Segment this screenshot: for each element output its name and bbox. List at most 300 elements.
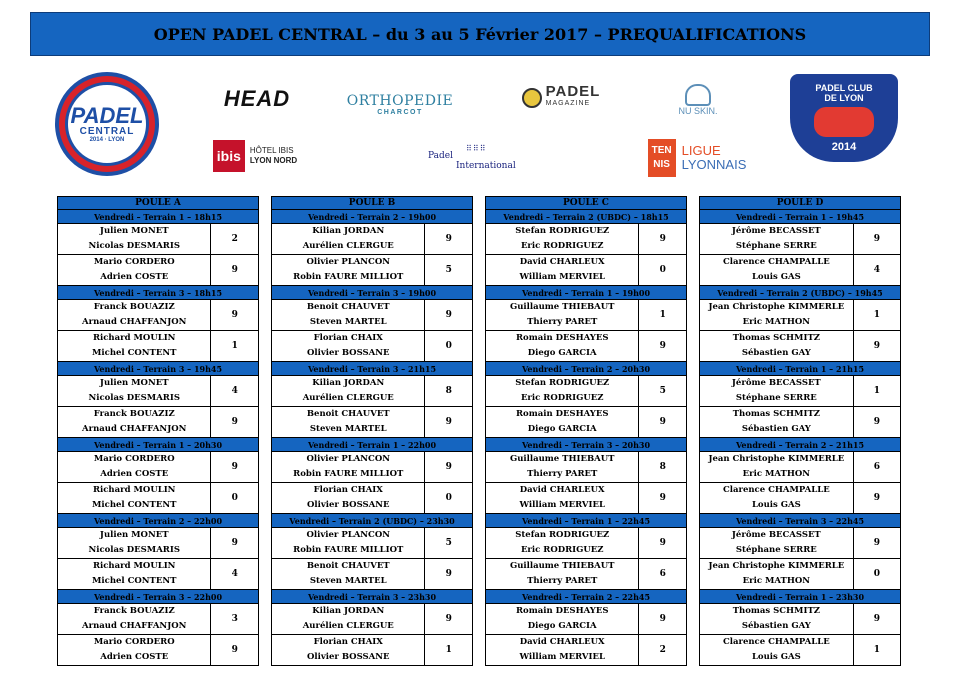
player-2: Nicolas DESMARIS [88,545,180,555]
padel-club-lyon-logo-line2: DE LYON [824,93,864,103]
match-score: 2 [639,635,687,666]
match-players [486,528,639,559]
match-players [272,483,425,514]
match-row [486,300,687,331]
player-1: Jean Christophe KIMMERLE [708,302,845,312]
match-row [486,224,687,255]
match-players [272,255,425,286]
match-score: 6 [639,559,687,590]
tennis-mark [648,139,676,177]
padel-club-lyon-logo-line1: PADEL CLUB [815,83,873,93]
match-row [486,376,687,407]
match-score: 9 [211,635,259,666]
player-1: Romain DESHAYES [515,409,609,419]
match-row [272,528,473,559]
match-score: 9 [211,452,259,483]
match-players [58,559,211,590]
player-2: Thierry PARET [527,317,598,327]
ibis-logo [205,139,305,173]
player-1: Julien MONET [99,378,169,388]
player-2: Michel CONTENT [92,500,177,510]
player-1: Thomas SCHMITZ [732,409,820,419]
player-1: Franck BOUAZIZ [93,302,175,312]
match-score: 6 [853,452,900,483]
nu-skin-logo-text: NU SKIN. [678,106,718,116]
match-players [700,255,854,286]
player-1: Olivier PLANCON [306,530,391,540]
padel-central-logo-line2: CENTRAL [79,125,135,137]
orthopedie-logo [345,84,455,124]
padel-racket-icon [814,107,874,137]
match-row [486,331,687,362]
match-score: 9 [211,300,259,331]
session-header: Vendredi – Terrain 3 – 20h30 [486,438,687,452]
nu-skin-logo [670,80,726,120]
player-2: Nicolas DESMARIS [88,393,180,403]
player-1: Florian CHAIX [313,333,383,343]
player-2: Diego GARCIA [527,621,597,631]
player-2: Eric RODRIGUEZ [520,241,604,251]
player-2: Adrien COSTE [100,272,169,282]
match-players [272,300,425,331]
player-2: Louis GAS [751,500,801,510]
player-1: David CHARLEUX [519,637,605,647]
title-banner [30,12,930,56]
match-row [700,300,901,331]
player-2: Stéphane SERRE [735,241,817,251]
match-row [58,407,259,438]
match-row [58,255,259,286]
match-score: 9 [425,604,473,635]
player-2: William MERVIEL [519,272,605,282]
player-1: Clarence CHAMPALLE [722,257,830,267]
player-2: Olivier BOSSANE [306,348,390,358]
match-score: 9 [853,528,900,559]
match-row [700,483,901,514]
orthopedie-logo-line1: ORTHOPEDIE [346,92,454,109]
match-score: 1 [211,331,259,362]
match-row [58,300,259,331]
match-score: 9 [853,331,900,362]
player-1: Jean Christophe KIMMERLE [708,561,845,571]
match-score: 0 [853,559,900,590]
match-score: 8 [425,376,473,407]
match-row [486,635,687,666]
match-row [700,635,901,666]
match-players [272,635,425,666]
session-header: Vendredi – Terrain 3 – 22h00 [58,590,259,604]
player-1: Jérôme BECASSET [731,226,821,236]
session-header: Vendredi – Terrain 1 – 22h00 [272,438,473,452]
padel-international-logo-line1: Padel [428,151,453,161]
player-1: Mario CORDERO [93,257,175,267]
match-players [486,483,639,514]
match-players [58,635,211,666]
session-header: Vendredi – Terrain 3 – 21h15 [272,362,473,376]
padel-club-lyon-logo-year: 2014 [831,141,857,153]
match-row [272,635,473,666]
player-1: Guillaume THIEBAUT [509,561,615,571]
match-players [58,483,211,514]
player-2: Arnaud CHAFFANJON [82,317,187,327]
match-players [700,528,854,559]
player-2: Olivier BOSSANE [306,652,390,662]
player-1: Stefan RODRIGUEZ [515,378,610,388]
match-score: 9 [425,407,473,438]
match-row [272,300,473,331]
match-players [58,528,211,559]
padel-central-logo [55,72,159,176]
match-row [700,331,901,362]
match-row [272,255,473,286]
head-logo-text: HEAD [223,86,291,111]
tennis-mark-line2: NIS [653,159,670,170]
player-2: Eric MATHON [742,469,811,479]
match-players [58,407,211,438]
player-1: Romain DESHAYES [515,606,609,616]
match-row [272,604,473,635]
player-2: Aurélien CLERGUE [302,621,394,631]
match-players [486,224,639,255]
match-players [272,224,425,255]
match-score: 4 [211,376,259,407]
match-row [486,559,687,590]
padel-central-logo-inner [65,82,149,166]
match-row [272,407,473,438]
player-1: Clarence CHAMPALLE [722,637,830,647]
match-score: 9 [211,407,259,438]
ibis-logo-line1: HÔTEL IBIS [249,146,294,155]
tennis-mark-line1: TEN [651,145,672,156]
player-1: Guillaume THIEBAUT [509,302,615,312]
player-1: Benoit CHAUVET [306,561,390,571]
player-2: Eric MATHON [742,317,811,327]
player-2: Sébastien GAY [741,348,811,358]
player-2: William MERVIEL [519,652,605,662]
match-score: 9 [639,604,687,635]
session-header: Vendredi – Terrain 1 – 21h15 [700,362,901,376]
match-players [272,528,425,559]
session-header: Vendredi – Terrain 1 – 23h30 [700,590,901,604]
session-header: Vendredi – Terrain 1 – 19h00 [486,286,687,300]
match-players [700,376,854,407]
session-header: Vendredi – Terrain 2 – 19h00 [272,210,473,224]
match-row [58,376,259,407]
match-players [58,376,211,407]
session-header: Vendredi – Terrain 2 (UBDC) – 19h45 [700,286,901,300]
match-players [272,559,425,590]
session-header: Vendredi – Terrain 2 – 22h45 [486,590,687,604]
player-2: Louis GAS [751,652,801,662]
player-2: Adrien COSTE [100,652,169,662]
player-2: Eric RODRIGUEZ [520,545,604,555]
player-2: Michel CONTENT [92,576,177,586]
player-1: Olivier PLANCON [306,257,391,267]
player-1: Mario CORDERO [93,454,175,464]
match-score: 9 [853,483,900,514]
match-score: 1 [853,376,900,407]
player-2: Arnaud CHAFFANJON [82,621,187,631]
player-1: Kilian JORDAN [312,378,385,388]
match-score: 5 [425,528,473,559]
player-2: Adrien COSTE [100,469,169,479]
player-2: Diego GARCIA [527,424,597,434]
player-2: Robin FAURE MILLIOT [293,272,404,282]
session-header: Vendredi – Terrain 2 (UBDC) – 18h15 [486,210,687,224]
match-score: 4 [211,559,259,590]
match-players [700,635,854,666]
player-2: William MERVIEL [519,500,605,510]
match-players [272,452,425,483]
match-score: 1 [853,300,900,331]
match-players [700,224,854,255]
ligue-logo-line1: LIGUE [681,143,721,158]
match-score: 9 [639,224,687,255]
match-row [58,483,259,514]
player-1: Richard MOULIN [92,333,176,343]
padel-magazine-logo-line1: PADEL [545,83,601,100]
match-row [58,224,259,255]
match-score: 9 [853,407,900,438]
match-row [486,255,687,286]
player-1: Julien MONET [99,530,169,540]
match-players [486,255,639,286]
session-header: Vendredi – Terrain 2 – 21h15 [700,438,901,452]
session-header: Vendredi – Terrain 3 – 22h45 [700,514,901,528]
poule-title: POULE A [58,197,259,210]
match-score: 0 [425,483,473,514]
match-players [486,559,639,590]
session-header: Vendredi – Terrain 2 – 22h00 [58,514,259,528]
match-row [272,483,473,514]
padel-international-logo-line2: International [456,161,516,171]
poule-title: POULE D [700,197,901,210]
match-score: 9 [853,604,900,635]
match-score: 9 [639,483,687,514]
match-row [700,255,901,286]
match-players [272,407,425,438]
match-score: 9 [639,528,687,559]
match-players [700,331,854,362]
player-1: Guillaume THIEBAUT [509,454,615,464]
player-1: Olivier PLANCON [306,454,391,464]
ibis-logo-line2: LYON NORD [249,156,298,165]
poule-title: POULE B [272,197,473,210]
nu-skin-mark-icon [685,84,711,106]
player-2: Arnaud CHAFFANJON [82,424,187,434]
match-row [272,224,473,255]
player-2: Olivier BOSSANE [306,500,390,510]
match-score: 5 [639,376,687,407]
match-score: 2 [211,224,259,255]
match-score: 1 [639,300,687,331]
player-1: Florian CHAIX [313,637,383,647]
match-row [486,483,687,514]
head-logo [203,85,311,113]
match-row [486,528,687,559]
match-score: 8 [639,452,687,483]
player-2: Eric RODRIGUEZ [520,393,604,403]
match-row [58,604,259,635]
match-players [700,452,854,483]
match-row [272,452,473,483]
orthopedie-logo-line2: CHARCOT [377,108,423,116]
match-row [700,559,901,590]
player-2: Nicolas DESMARIS [88,241,180,251]
match-players [700,483,854,514]
session-header: Vendredi – Terrain 1 – 22h45 [486,514,687,528]
player-2: Steven MARTEL [309,317,387,327]
match-players [58,604,211,635]
player-1: Stefan RODRIGUEZ [515,530,610,540]
poule-c-table [485,196,687,666]
match-players [486,604,639,635]
player-2: Aurélien CLERGUE [302,393,394,403]
match-row [700,376,901,407]
padel-central-logo-line3: 2014 · LYON [89,136,125,143]
player-1: Richard MOULIN [92,561,176,571]
player-1: Romain DESHAYES [515,333,609,343]
match-players [58,300,211,331]
match-row [700,452,901,483]
player-2: Sébastien GAY [741,424,811,434]
match-players [700,300,854,331]
session-header: Vendredi – Terrain 3 – 23h30 [272,590,473,604]
match-score: 9 [853,224,900,255]
match-row [486,452,687,483]
player-1: Stefan RODRIGUEZ [515,226,610,236]
match-players [272,604,425,635]
match-players [486,331,639,362]
player-1: Thomas SCHMITZ [732,606,820,616]
match-score: 0 [425,331,473,362]
session-header: Vendredi – Terrain 2 (UBDC) – 23h30 [272,514,473,528]
player-1: Jean Christophe KIMMERLE [708,454,845,464]
player-2: Steven MARTEL [309,576,387,586]
match-row [272,331,473,362]
session-header: Vendredi – Terrain 2 – 20h30 [486,362,687,376]
player-1: Mario CORDERO [93,637,175,647]
match-players [700,559,854,590]
match-row [486,604,687,635]
padel-international-logo [428,144,516,178]
player-2: Steven MARTEL [309,424,387,434]
match-row [700,604,901,635]
match-players [700,604,854,635]
match-players [486,376,639,407]
match-score: 9 [425,224,473,255]
match-players [272,376,425,407]
match-row [58,331,259,362]
player-1: Franck BOUAZIZ [93,606,175,616]
player-2: Robin FAURE MILLIOT [293,545,404,555]
match-row [58,559,259,590]
match-score: 0 [639,255,687,286]
match-score: 1 [853,635,900,666]
player-2: Aurélien CLERGUE [302,241,394,251]
match-players [486,300,639,331]
player-2: Louis GAS [751,272,801,282]
ibis-logo-mark: ibis [213,140,245,172]
match-score: 4 [853,255,900,286]
match-score: 9 [425,559,473,590]
poule-a-table [57,196,259,666]
player-1: Benoit CHAUVET [306,409,390,419]
player-2: Stéphane SERRE [735,545,817,555]
match-row [58,452,259,483]
match-score: 5 [425,255,473,286]
player-1: Richard MOULIN [92,485,176,495]
match-players [486,635,639,666]
player-1: Benoit CHAUVET [306,302,390,312]
poule-title: POULE C [486,197,687,210]
player-2: Sébastien GAY [741,621,811,631]
match-row [272,376,473,407]
player-2: Stéphane SERRE [735,393,817,403]
match-score: 9 [211,255,259,286]
session-header: Vendredi – Terrain 1 – 18h15 [58,210,259,224]
padel-central-logo-line1: PADEL [70,102,144,128]
match-players [58,224,211,255]
player-1: Thomas SCHMITZ [732,333,820,343]
poule-b-table [271,196,473,666]
session-header: Vendredi – Terrain 3 – 19h45 [58,362,259,376]
match-players [58,255,211,286]
match-score: 9 [211,528,259,559]
player-2: Thierry PARET [527,576,598,586]
match-score: 0 [211,483,259,514]
match-score: 9 [425,300,473,331]
match-row [700,407,901,438]
match-players [486,452,639,483]
padel-ball-icon [522,88,542,108]
match-score: 9 [639,331,687,362]
player-1: Florian CHAIX [313,485,383,495]
match-players [58,452,211,483]
dots-icon: ⠿⠿⠿ [466,144,487,153]
match-players [272,331,425,362]
session-header: Vendredi – Terrain 3 – 18h15 [58,286,259,300]
player-2: Michel CONTENT [92,348,177,358]
player-2: Eric MATHON [742,576,811,586]
padel-club-lyon-logo [790,74,898,162]
session-header: Vendredi – Terrain 3 – 19h00 [272,286,473,300]
player-2: Robin FAURE MILLIOT [293,469,404,479]
session-header: Vendredi – Terrain 1 – 20h30 [58,438,259,452]
page-title: OPEN PADEL CENTRAL – du 3 au 5 Février 2017 – PREQUALIFICATIONS [153,24,807,44]
player-1: Jérôme BECASSET [731,530,821,540]
match-score: 9 [425,452,473,483]
match-players [486,407,639,438]
player-1: Franck BOUAZIZ [93,409,175,419]
match-players [58,331,211,362]
player-1: Julien MONET [99,226,169,236]
match-row [700,528,901,559]
padel-magazine-logo-line2: MAGAZINE [545,100,591,107]
session-header: Vendredi – Terrain 1 – 19h45 [700,210,901,224]
player-1: Kilian JORDAN [312,226,385,236]
match-row [272,559,473,590]
match-score: 1 [425,635,473,666]
player-1: Clarence CHAMPALLE [722,485,830,495]
match-row [58,528,259,559]
player-1: Jérôme BECASSET [731,378,821,388]
player-1: David CHARLEUX [519,257,605,267]
padel-magazine-logo [510,83,612,113]
player-1: David CHARLEUX [519,485,605,495]
poule-d-table [699,196,901,666]
match-score: 3 [211,604,259,635]
